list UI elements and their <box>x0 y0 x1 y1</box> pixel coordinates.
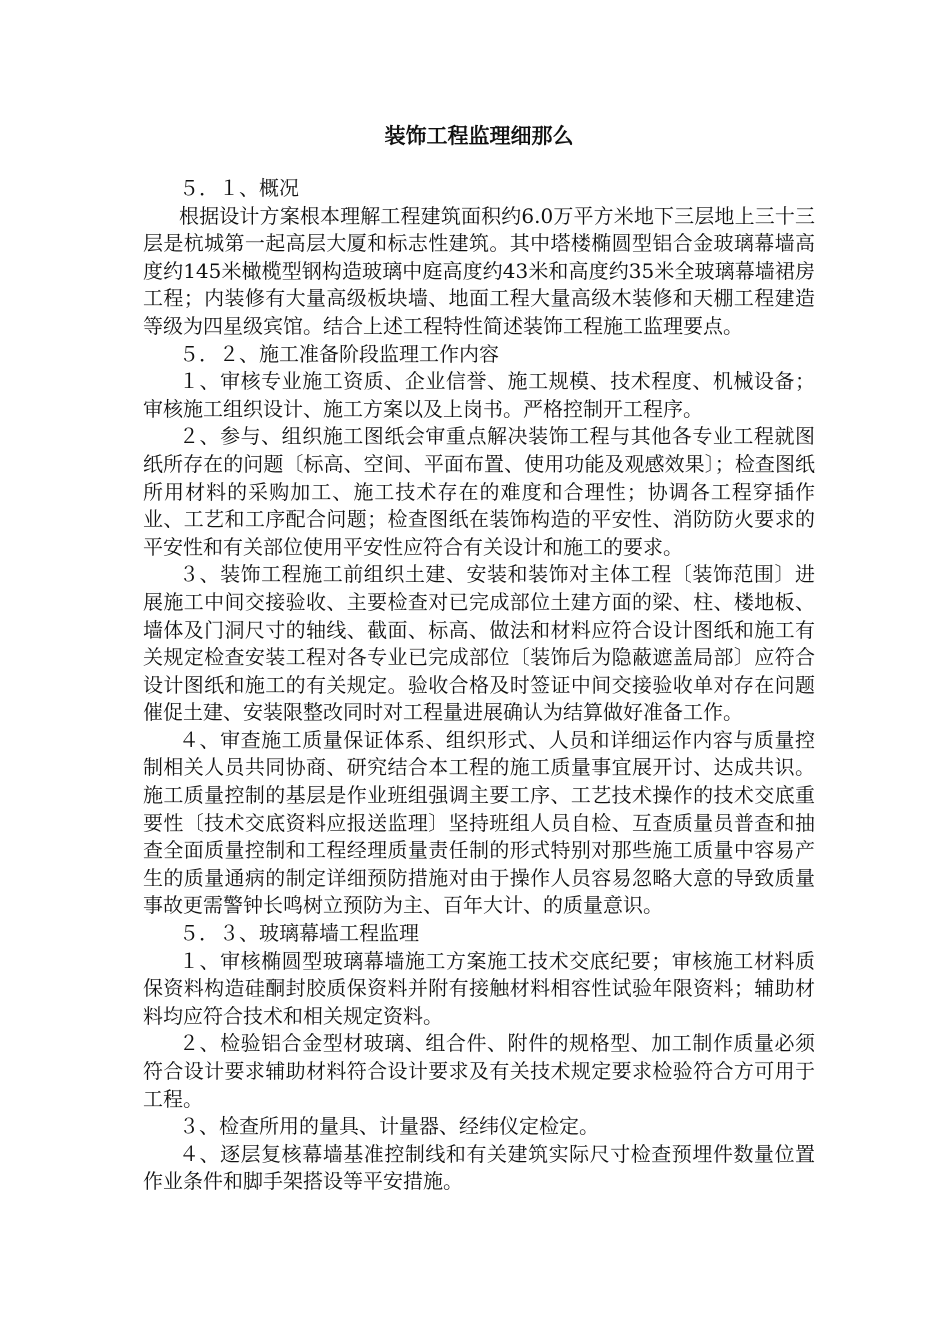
paragraph-glass-3: ３、检查所用的量具、计量器、经纬仪定检定。 <box>179 1114 599 1139</box>
paragraph-preparation-1: １、审核专业施工资质、企业信誉、施工规模、技术程度、机械设备；审核施工组织设计、施工方案以及上岗书。严格控制开工程序。 <box>143 369 815 421</box>
paragraph-preparation-2: ２、参与、组织施工图纸会审重点解决装饰工程与其他各专业工程就图纸所存在的问题〔标高、空间、平面布置、使用功能及观感效果〕；检查图纸所用材料的采购加工、施工技术存在的难度和合理性；协调各工程穿插作业、工艺和工序配合问题；检查图纸在装饰构造的平安性、消防防火要求的平安性和有关部位使用平安性应符合有关设计和施工的要求。 <box>143 424 815 559</box>
paragraph-glass-4: ４、逐层复核幕墙基准控制线和有关建筑实际尺寸检查预埋件数量位置作业条件和脚手架搭设等平安措施。 <box>143 1141 815 1194</box>
paragraph-preparation-3: ３、装饰工程施工前组织土建、安装和装饰对主体工程〔装饰范围〕进展施工中间交接验收、主要检查对已完成部位土建方面的梁、柱、楼地板、墙体及门洞尺寸的轴线、截面、标高、做法和材料应符合设计图纸和施工有关规定检查安装工程对各专业已完成部位〔装饰后为隐蔽遮盖局部〕应符合设计图纸和施工的有关规定。验收合格及时签证中间交接验收单对存在问题催促土建、安装限整改同时对工程量进展确认为结算做好准备工作。 <box>143 562 815 725</box>
paragraph-overview: 根据设计方案根本理解工程建筑面积约6.0万平方米地下三层地上三十三层是杭城第一起高层大厦和标志性建筑。其中塔楼椭圆型铝合金玻璃幕墙高度约145米橄榄型钢构造玻璃中庭高度约43米和高度约35米全玻璃幕墙裙房工程；内装修有大量高级板块墙、地面工程大量高级木装修和天棚工程建造等级为四星级宾馆。结合上述工程特性简述装饰工程施工监理要点。 <box>143 203 815 338</box>
section-heading-overview: ５．１、概况 <box>179 176 299 200</box>
section-heading-preparation: ５．２、施工准备阶段监理工作内容 <box>179 341 499 366</box>
document-title: 装饰工程监理细那么 <box>384 124 574 148</box>
document-page <box>143 122 815 1196</box>
section-heading-glass-curtain-wall: ５．３、玻璃幕墙工程监理 <box>179 921 419 946</box>
paragraph-glass-1: １、审核椭圆型玻璃幕墙施工方案施工技术交底纪要；审核施工材料质保资料构造硅酮封胶质保资料并附有接触材料相容性试验年限资料；辅助材料均应符合技术和相关规定资料。 <box>143 948 815 1028</box>
paragraph-preparation-4: ４、审查施工质量保证体系、组织形式、人员和详细运作内容与质量控制相关人员共同协商、研究结合本工程的施工质量事宜展开讨、达成共识。施工质量控制的基层是作业班组强调主要工序、工艺技术操作的技术交底重要性〔技术交底资料应报送监理〕坚持班组人员自检、互查质量员普查和抽查全面质量控制和工程经理质量责任制的形式特别对那些施工质量中容易产生的质量通病的制定详细预防措施对由于操作人员容易忽略大意的导致质量事故更需警钟长鸣树立预防为主、百年大计、的质量意识。 <box>143 727 815 918</box>
paragraph-glass-2: ２、检验铝合金型材玻璃、组合件、附件的规格型、加工制作质量必须符合设计要求辅助材料符合设计要求及有关技术规定要求检验符合方可用于工程。 <box>143 1031 815 1111</box>
